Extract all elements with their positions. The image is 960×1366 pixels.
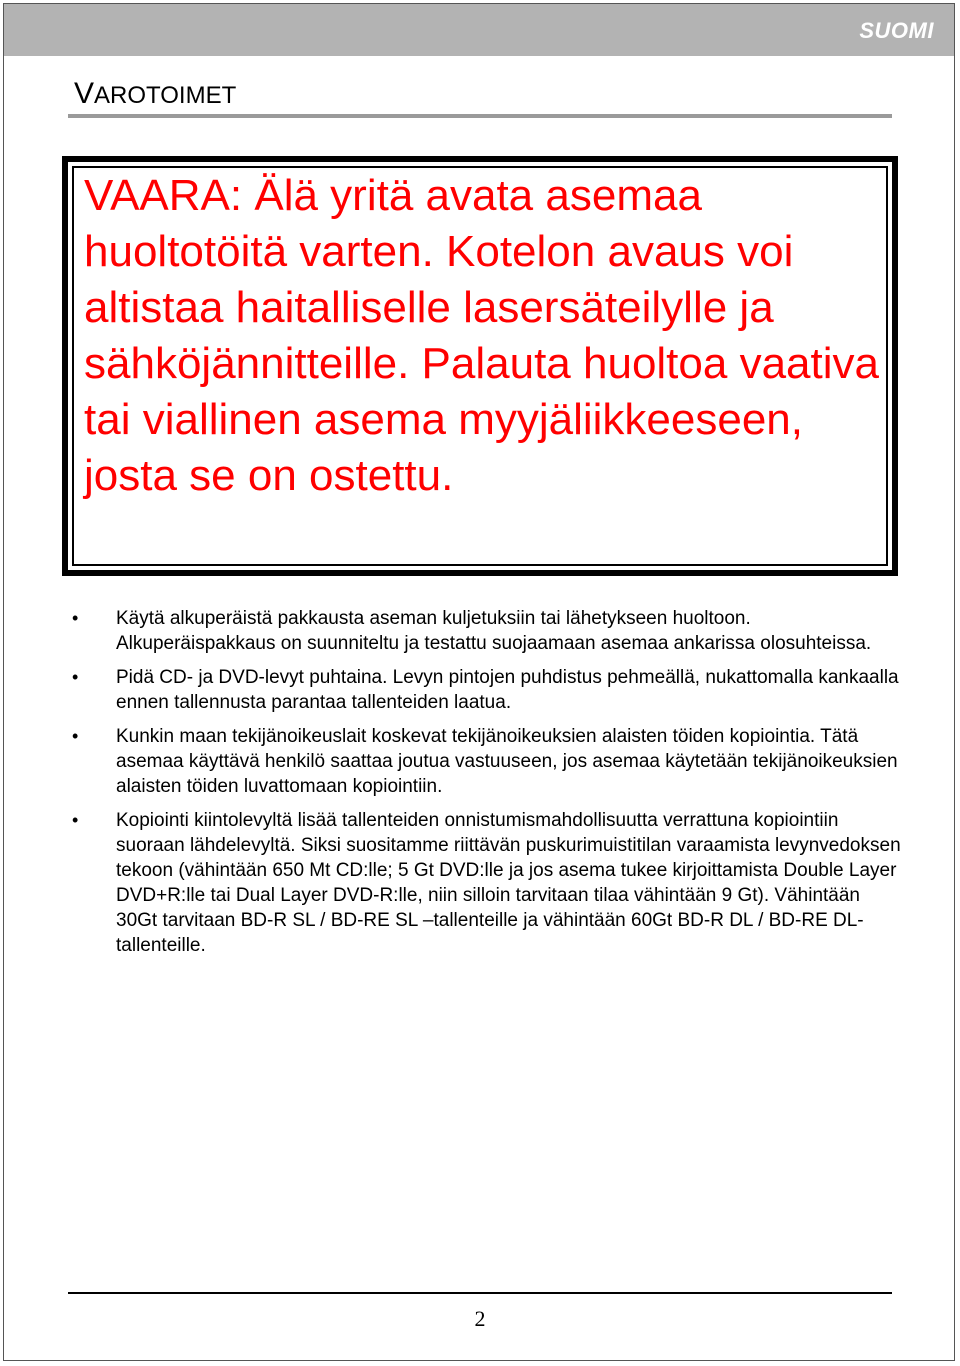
list-item-text: Pidä CD- ja DVD-levyt puhtaina. Levyn pintojen puhdistus pehmeällä, nukattomalla kankaalla ennen tallennusta parantaa tallenteiden laatua. xyxy=(116,667,899,713)
list-item xyxy=(72,808,902,958)
bullet-icon: • xyxy=(72,726,79,746)
section-title-initial: V xyxy=(74,77,95,110)
warning-text: VAARA: Älä yritä avata asemaa huoltotöitä varten. Kotelon avaus voi altistaa haitalliselle lasersäteilylle ja sähköjännitteille. Palauta huoltoa vaativa tai viallinen asema myyjäliikkeeseen, josta se on ostettu. xyxy=(84,171,879,500)
list-item-text: Käytä alkuperäistä pakkausta aseman kuljetuksiin tai lähetykseen huoltoon. Alkuperäispakkaus on suunniteltu ja testattu suojaamaan asemaa ankarissa olosuhteissa. xyxy=(116,608,872,654)
bullet-icon: • xyxy=(72,810,79,830)
bullet-icon: • xyxy=(72,608,79,628)
header-band xyxy=(4,4,954,56)
list-item-text: Kopiointi kiintolevyltä lisää tallenteiden onnistumismahdollisuutta verrattuna kopiointiin suoraan lähdelevyltä. Siksi suositamme riittävän puskurimuistitilan varaamista levynvedoksen tekoon (vähintään 650 Mt CD:lle; 5 Gt DVD:lle ja jos asema tukee kirjoittamista Double Layer DVD+R:lle tai Dual Layer DVD-R:lle, niin silloin tarvitaan tilaa vähintään 9 Gt). Vähintään 30Gt tarvitaan BD-R SL / BD-RE SL –tallenteille ja vähintään 60Gt BD-R DL / BD-RE DL-tallenteille. xyxy=(116,810,901,956)
footer-divider xyxy=(68,1292,892,1294)
list-item xyxy=(72,724,902,799)
language-label: SUOMI xyxy=(859,18,934,43)
list-item-text: Kunkin maan tekijänoikeuslait koskevat tekijänoikeuksien alaisten töiden kopiointia. Tätä asemaa käyttävä henkilö saattaa joutua vastuuseen, jos asemaa käytetään tekijänoikeuksien alaisten töiden luvattomaan kopiointiin. xyxy=(116,726,898,797)
warning-box xyxy=(62,156,898,576)
list-item xyxy=(72,665,902,715)
precautions-list xyxy=(72,606,902,967)
list-item xyxy=(72,606,902,656)
page-number: 2 xyxy=(474,1306,486,1331)
bullet-icon: • xyxy=(72,667,79,687)
title-divider xyxy=(68,114,892,118)
section-title xyxy=(74,78,236,112)
section-title-rest: AROTOIMET xyxy=(94,82,237,109)
